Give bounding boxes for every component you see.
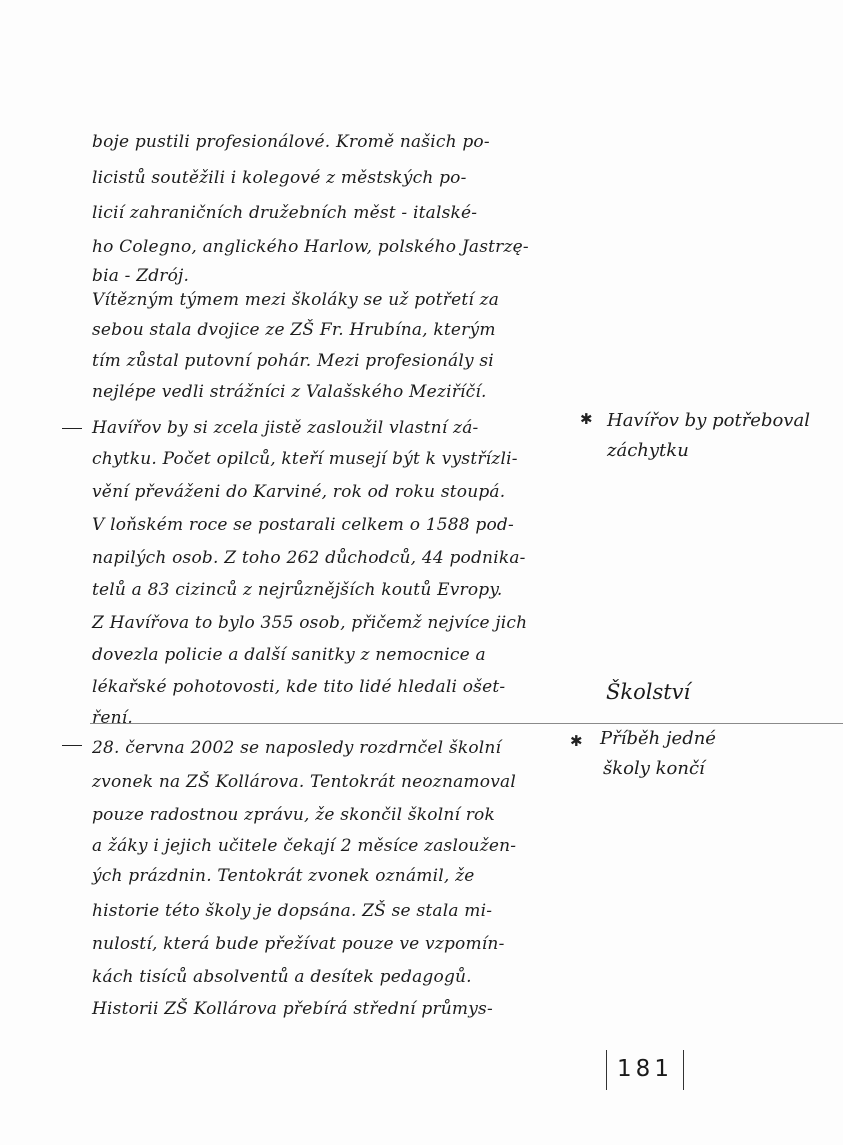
body-line: ho Colegno, anglického Harlow, polského Jastrzę- <box>92 237 529 257</box>
margin-dash <box>62 745 82 746</box>
body-line: Vítězným týmem mezi školáky se už potřetí za <box>92 290 500 310</box>
page-number: 181 <box>617 1056 673 1082</box>
page-number-box <box>606 1050 684 1090</box>
body-line: nejlépe vedli strážníci z Valašského Meziříčí. <box>92 382 487 402</box>
body-line: licistů soutěžili i kolegové z městských po- <box>92 168 467 188</box>
body-line: bia - Zdrój. <box>92 266 190 286</box>
body-line: licií zahraničních družebních měst - italské- <box>92 203 478 223</box>
body-line: Havířov by si zcela jistě zasloužil vlastní zá- <box>92 418 479 438</box>
margin-note-line: Příběh jedné <box>600 728 716 749</box>
asterisk-icon: ✱ <box>570 732 583 750</box>
margin-dash <box>62 428 82 429</box>
body-line: napilých osob. Z toho 262 důchodců, 44 podnika- <box>92 548 526 568</box>
body-line: telů a 83 cizinců z nejrůznějších koutů Evropy. <box>92 580 503 600</box>
body-line: Z Havířova to bylo 355 osob, přičemž nejvíce jich <box>92 613 528 633</box>
body-line: dovezla policie a další sanitky z nemocnice a <box>92 645 486 665</box>
body-line: vění převáženi do Karviné, rok od roku stoupá. <box>92 482 506 502</box>
body-line: a žáky i jejich učitele čekají 2 měsíce zasloužen- <box>92 836 517 856</box>
body-line: chytku. Počet opilců, kteří musejí být k vystřízli- <box>92 449 518 469</box>
margin-note-line: školy končí <box>603 758 705 779</box>
body-line: kách tisíců absolventů a desítek pedagogů. <box>92 967 472 987</box>
body-line: sebou stala dvojice ze ZŠ Fr. Hrubína, kterým <box>92 320 496 340</box>
body-line: nulostí, která bude přežívat pouze ve vzpomín- <box>92 934 505 954</box>
body-line: pouze radostnou zprávu, že skončil školní rok <box>92 805 495 825</box>
body-line: tím zůstal putovní pohár. Mezi profesionály si <box>92 351 494 371</box>
body-line: ých prázdnin. Tentokrát zvonek oznámil, že <box>92 866 475 886</box>
body-line: Historii ZŠ Kollárova přebírá střední průmys- <box>92 999 493 1019</box>
body-line: 28. června 2002 se naposledy rozdrnčel školní <box>92 738 502 758</box>
asterisk-icon: ✱ <box>580 410 593 428</box>
body-line: zvonek na ZŠ Kollárova. Tentokrát neoznamoval <box>92 772 516 792</box>
margin-note-line: Havířov by potřeboval <box>607 410 810 431</box>
section-rule <box>90 723 843 724</box>
body-line: ření. <box>92 708 133 728</box>
body-line: boje pustili profesionálové. Kromě našich po- <box>92 132 490 152</box>
section-heading: Školství <box>606 680 691 704</box>
margin-note-line: záchytku <box>607 440 689 461</box>
body-line: lékařské pohotovosti, kde tito lidé hledali ošet- <box>92 677 506 697</box>
body-line: historie této školy je dopsána. ZŠ se stala mi- <box>92 901 493 921</box>
body-line: V loňském roce se postarali celkem o 1588 pod- <box>92 515 514 535</box>
